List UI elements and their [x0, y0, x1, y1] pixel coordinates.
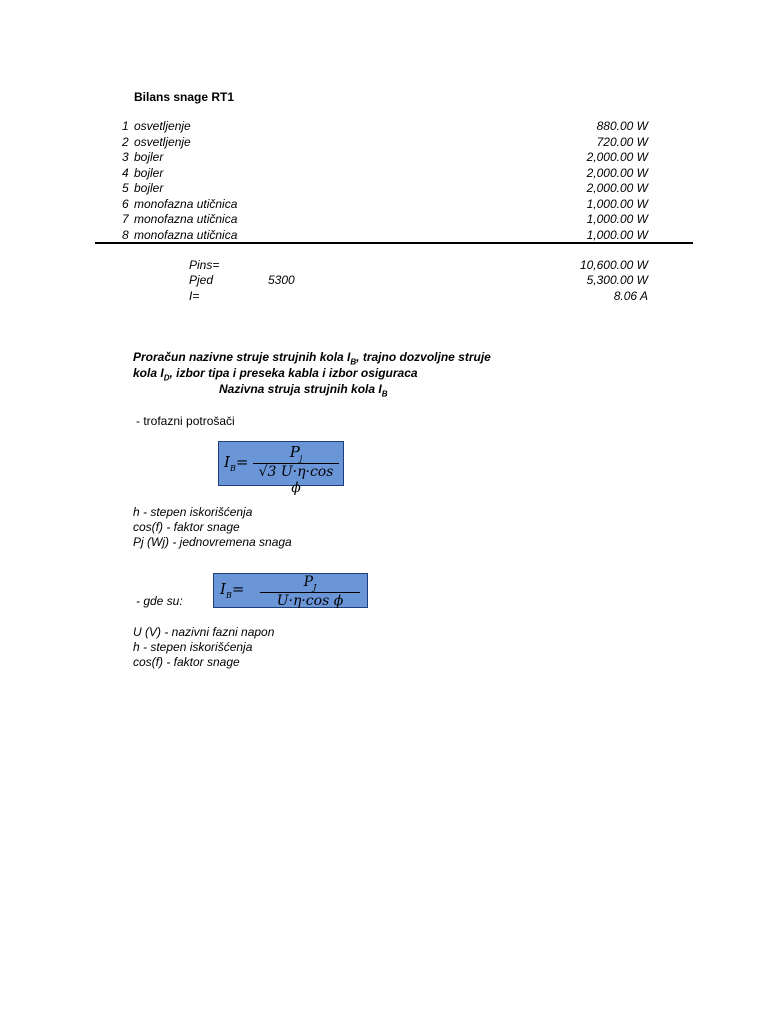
note-power-factor: cos(f) - faktor snage: [133, 520, 240, 534]
table-row: [0, 212, 768, 227]
row-number: 7: [122, 212, 129, 226]
pjed-extra: 5300: [268, 273, 295, 287]
row-number: 3: [122, 150, 129, 164]
row-consumer-name: monofazna utičnica: [134, 212, 238, 226]
row-power-value: 720.00 W: [596, 134, 648, 149]
section-heading-line3: Nazivna struja strujnih kola $I_B$: [219, 382, 388, 399]
table-row: [0, 135, 768, 150]
note-phase-voltage: U (V) - nazivni fazni napon: [133, 625, 275, 639]
table-divider: [95, 242, 693, 244]
pjed-label: Pjed: [189, 273, 214, 287]
summary-pjed-row: [0, 273, 768, 288]
row-consumer-name: osvetljenje: [134, 119, 191, 133]
three-phase-label: - trofazni potrošači: [136, 414, 235, 428]
summary-current-row: [0, 289, 768, 304]
current-value: 8.06 A: [613, 289, 648, 303]
section-heading-line1: Proračun nazivne struje strujnih kola $I_B$, trajno dozvoljne struje: [133, 350, 491, 367]
table-row: [0, 181, 768, 196]
row-consumer-name: bojler: [134, 181, 164, 195]
single-phase-current-formula: $I_B=$ $P_J$ U·η·cos ϕ: [213, 573, 368, 608]
note-simultaneous-power: Pj (Wj) - jednovremena snaga: [133, 535, 292, 549]
row-power-value: 880.00 W: [596, 119, 648, 133]
where-label: - gde su:: [136, 594, 183, 608]
note-efficiency-2: h - stepen iskorišćenja: [133, 640, 253, 654]
row-power-value: 2,000.00 W: [586, 181, 648, 195]
three-phase-current-formula: $I_B=$ $P_j$ √3 U·η·cos ϕ: [218, 441, 344, 486]
row-number: 6: [122, 196, 129, 211]
table-row: [0, 119, 768, 134]
row-consumer-name: osvetljenje: [134, 134, 191, 149]
pjed-value: 5,300.00 W: [586, 273, 648, 287]
section-heading-line2: kola $I_D$, izbor tipa i preseka kabla i izbor osiguraca: [133, 366, 418, 383]
note-power-factor-2: cos(f) - faktor snage: [133, 655, 240, 669]
current-label: I=: [189, 289, 200, 303]
table-row: [0, 150, 768, 165]
row-number: 5: [122, 181, 129, 195]
table-row: [0, 197, 768, 212]
row-power-value: 2,000.00 W: [586, 165, 648, 180]
row-number: 2: [122, 134, 129, 149]
summary-pins-row: [0, 258, 768, 273]
table-row: [0, 166, 768, 181]
document-title: Bilans snage RT1: [134, 90, 235, 104]
pins-label: Pins=: [189, 258, 220, 272]
note-efficiency: h - stepen iskorišćenja: [133, 505, 253, 519]
row-consumer-name: bojler: [134, 165, 164, 180]
row-number: 8: [122, 227, 129, 242]
row-number: 1: [122, 119, 129, 133]
row-power-value: 1,000.00 W: [586, 227, 648, 242]
row-consumer-name: monofazna utičnica: [134, 196, 238, 211]
row-power-value: 2,000.00 W: [586, 150, 648, 164]
row-power-value: 1,000.00 W: [586, 196, 648, 211]
pins-value: 10,600.00 W: [579, 258, 648, 272]
row-number: 4: [122, 165, 129, 180]
table-row: [0, 228, 768, 243]
row-consumer-name: bojler: [134, 150, 164, 164]
row-power-value: 1,000.00 W: [586, 212, 648, 226]
row-consumer-name: monofazna utičnica: [134, 227, 238, 242]
